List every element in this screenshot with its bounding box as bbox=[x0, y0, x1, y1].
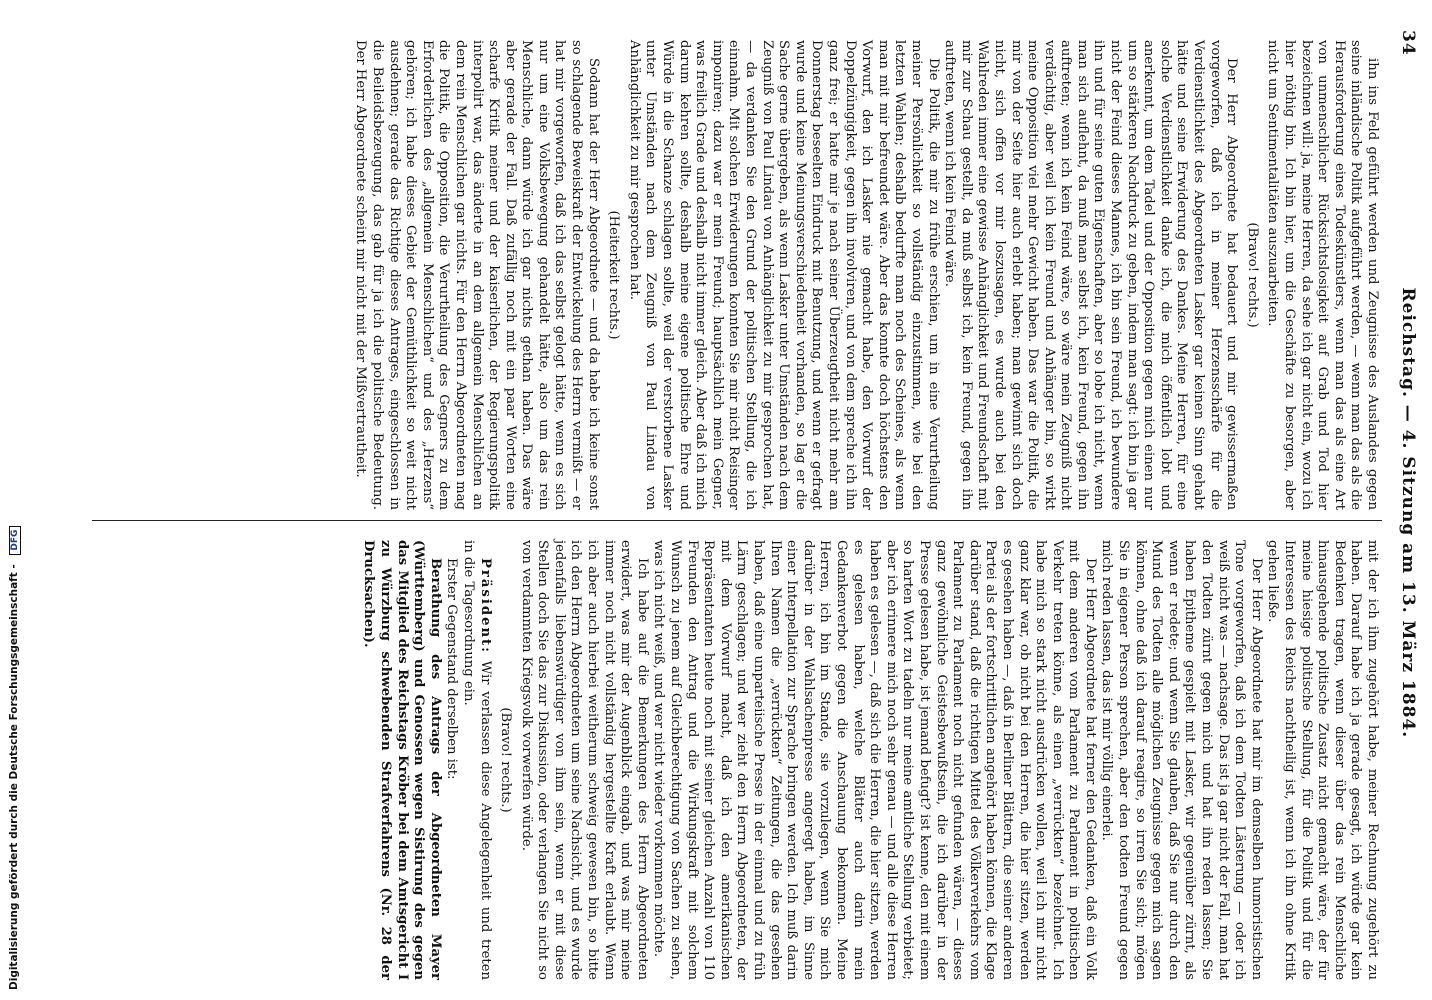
paragraph bbox=[459, 540, 492, 980]
paragraph: mit der ich ihm zugehört habe, meiner Rechnung zugehört zu haben. Darauf habe ich ja gerade gesagt, ich würde gar kein Bedenken tragen, wenn dieser über das rein Menschliche hinausgehende politische Zusatz nicht gemacht wäre, der für meine hiesige politische Stellung, für die Politik und für die Interessen des Reichs nachtheilig ist, wenn ich ihn ohne Kritik gehen ließe. bbox=[1265, 540, 1380, 980]
paragraph: Der Herr Abgeordnete hat bedauert und mir gewissermaßen vorgeworfen, daß ich in meiner Herzensschärfe für die Verdienstlichkeit des Abgeordneten Lasker gar keinen Sinn gehabt hätte und seine Erwiderung des Dankes. Meine Herren, für eine solche Verdienstlichkeit danke ich, die mich öffentlich lobt und anerkennt, um dem Tadel und der Opposition gegen mich einen nur um so stärkeren Nachdruck zu geben, indem man sagt: ich bin ja gar nicht der Feind dieses Mannes, ich bin sein Freund, ich bewundere ihn und für seine guten Eigenschaften, aber so lobe ich nicht, wenn man sich auflehnt, da muß man selbst ich, kein Freund, gegen ihn auftreten; wenn ich kein Feind wäre, so wäre mein Zeugniß nicht verdächtig, aber weil ich kein Freund und Anhänger bin, so wirkt meine Opposition viel mehr Gewicht haben. Das war die Politik, die mir von der Seite hier auch erlebt haben; man gewinnt sich doch nicht, sich offen vor mir loszusagen, es wurde auch bei den Wahlreden immer eine gewisse Anhänglichkeit und Freundschaft mit mir zur Schau gestellt, da muß selbst ich, kein Freund, gegen ihn auftreten, wenn ich kein Feind wäre. bbox=[942, 40, 1240, 510]
paragraph: Berathung des Antrags der Abgeordneten Mayer (Württemberg) und Genossen wegen Sistirung des gegen das Mitglied des Reichstags Kröber bei dem Amtsgericht I zu Würzburg schwebenden Strafverfahrens (Nr. 28 der Drucksachen). bbox=[361, 540, 443, 980]
column-divider bbox=[92, 520, 1382, 521]
paragraph: Ich habe auf die Bemerkungen des Herrn Abgeordneten erwidert, was mir der Augenblick eingab, und was mir meine immer noch nicht vollständig hergestellte Kraft erlaubt. Wenn ich aber auch hierbei weitherum schweig gewesen bin, so bitte ich den Herrn Abgeordneten um seine Nachsicht, und es wurde jedenfalls liebenswürdiger von ihm sein, wenn er mit diese Stellen doch Sie das zur Diskussion, oder verlangen Sie nicht so von verdammten Kriegsvolk vorwerfen würde. bbox=[518, 540, 650, 980]
stage-direction: (Heiterkeit rechts.) bbox=[606, 210, 622, 340]
paragraph: Erster Gegenstand derselben ist: bbox=[444, 558, 460, 780]
page-number: 34 bbox=[1398, 30, 1418, 56]
digitization-text: Digitalisierung gefördert durch die Deutsche Forschungsgemeinschaft - bbox=[8, 564, 20, 990]
paragraph: Der Herr Abgeordnete hat ferner den Gedanken, daß ein Volk mit dem anderen vom Parlament zu Parlament in politischen Verkehr treten könne, als einen „verrückten“ bezeichnet. Ich habe mich so stark nicht ausdrücken wollen, weil ich mir nicht ganz klar war, ob nicht bei den Herren, die hier sitzen, werden es gesehen haben —, daß in Berliner Blättern, die seiner anderen Partei als der fortschrittlichen angehört haben können, die Klage darüber stand, daß die richtigen Mittel des Völkerverkehrs vom Parlament zu Parlament noch nicht gefunden wären, — dieses ganz gewöhnliche Geistesbewußtsein, die ich darüber in der Presse gelesen habe, ist jemand befugt? ist kenne, den mit einem so harten Wort zu tadeln nur meine amtliche Stellung verbietet; aber ich erinnere mich noch sehr genau — und alle diese Herren haben es gelesen —, daß sich die Herren, die hier sitzen, werden es gelesen haben, welche Blätter auch darin mein Gedankenverbot gegen die Anschauung bekommen. Meine Herren, ich bin im Stande, sie vorzulegen, wenn Sie mich darüber in der Wahlsachenpresse angeregt haben, im Sinne einer Interpellation zur Sprache bringen werden. Ich muß darin Ihren Namen die „verrückten“ Zeitungen, die das gesehen haben, daß eine unparteiische Presse in der einmal und zu früh Lärm geschlagen; und wer zieht den Herrn Abgeordneten, der mit dem Vorwurf macht, daß ich den amerikanischen Repräsentanten heute noch mit seiner gleichen Anzahl von 110 Freunden den Antrag und die Wirkungskraft mit solchem Wunsch zu jenem auf Gleichberechtigung von Sachen zu sehen, was ich nicht weiß, und wer nicht wieder vorkommen möchte. bbox=[651, 540, 1098, 980]
paragraph: ihn ins Feld geführt werden und Zeugnisse des Auslandes gegen seine inländische Politik aufgeführt werden, — wenn man das als die Herausforderung eines Todeskünstlers, wenn man das als eine Art von unmenschlicher Rücksichtslosigkeit auf Grab und Tod hier bezeichnen will: ja, meine Herren, da sehe ich gar nicht ein, wozu ich hier nöthig bin. Ich bin hier, um die Geschäfte zu besorgen, aber nicht um Sentimentalitäten auszuarbeiten. bbox=[1265, 40, 1380, 510]
speaker-label: Präsident: bbox=[477, 558, 493, 655]
paragraph: Der Herr Abgeordnete hat mir im demselben humoristischen Tone vorgeworfen, daß ich dem Todten Lästerung — oder ich weiß nicht was — nachsage. Das ist ja gar nicht der Fall, man hat den Todten zürnt gegen mich und hat ihn reden lassen; Sie haben Epitheme gespielt mit Lasker, wir gegenüber zürnt, als wenn er redete; und wenn Sie glauben, daß Sie nur durch den Mund des Todten alle möglichen Zeugnisse gegen mich sagen können, ohne daß ich darauf reagire, so irren Sie sich; mögen Sie in eigener Person sprechen, aber den todten Freund gegen mich reden lassen, das ist mir völlig einerlei. bbox=[1099, 540, 1264, 980]
column-first bbox=[352, 40, 1380, 510]
column-second bbox=[360, 540, 1380, 1000]
dfg-logo: DFG bbox=[9, 526, 21, 555]
page-header bbox=[1384, 20, 1432, 980]
page-title: Reichstag. — 4. Sitzung am 13. März 1884. bbox=[1398, 287, 1418, 739]
stage-direction: (Bravo! rechts.) bbox=[1244, 222, 1260, 328]
digitization-footer bbox=[8, 526, 21, 990]
paragraph: Sodann hat der Herr Abgeordnete — und da habe ich keine sonst so schlagende Beweiskraft der Entwickelung des Herrn vermißt — er hat mir vorgeworfen, daß ich das selbst gelogt hätte, wenn es sich nur um eine Volksbewegung gehandelt hätte, also um das rein Menschliche, dann würde ich gar nichts gethan haben. Das wäre aber gerade der Fall. Daß zufällig noch mit ein paar Worten eine scharfe Kritik meiner und der kaiserlichen, der Regierungspolitik interpolirt war, das änderte in an dem allgemein Menschlichen an dem rein Menschlichen gar nichts. Für den Herrn Abgeordneten mag die Politik, die Opposition, die Verurtheilung des Gegners zu dem Erforderlichen des „allgemein Menschlichen“ und des „Herzens“ gehören; ich habe dieses Gebiet der Gemüthlichkeit so weit nicht ausdehnen; gerade das Richtige dieses Antrages, eingeschlossen in die Beileidsbezeugung, das gab für ja ich die politische Bedeutung. Der Herr Abgeordnete scheint mir nicht mit der Mißvertrautheit. bbox=[353, 40, 601, 510]
stage-direction: (Bravo! rechts.) bbox=[498, 707, 514, 813]
paragraph-text: Wir verlassen diese Angelegenheit und treten in die Tagesordnung ein. bbox=[460, 540, 493, 980]
paragraph: Die Politik, die mir zu frühe erschien, um in eine Verurtheilung meiner Persönlichkeit so vollständig einzustimmen, wie bei den letzten Wahlen; deshalb bedurfte man noch des Scheines, als wenn man mit mir befreundet wäre. Aber das konnte doch höchstens den Vorwurf, den ich Lasker nie gemacht habe, den Vorwurf der Doppelzüngigkeit, gegen ihn involviren, und von dem spreche ich ihn ganz frei; er hatte mir je nach seiner Überzeugtheit nicht mehr am Donnerstag beseelten Eindruck mit Benutzung, und wenn er gefragt wurde und keine Meinungsverschiedenheit vorhanden, so lag er die Sache gerne übergeben, als wenn Lasker unter Umständen nach dem Zeugniß von Paul Lindau von Anhänglichkeit zu mir gesprochen hat, — da verdanken Sie den Grund der politischen Stellung, die ich einnahm. Mit solchen Erwiderungen konnten Sie mir nicht Reisinger imponiren; dazu war er mein Freund; hauptsächlich mein Gegner, was freilich Grade und deshalb nicht immer gleich. Aber daß ich mich darum kehren sollte, deshalb meine eigene politische Ehre und Würde in die Schanze schlagen sollte, weil der verstorbene Lasker unter Umständen nach dem Zeugniß von Paul Lindau von Anhänglichkeit zu mir gesprochen hat. bbox=[626, 40, 941, 510]
